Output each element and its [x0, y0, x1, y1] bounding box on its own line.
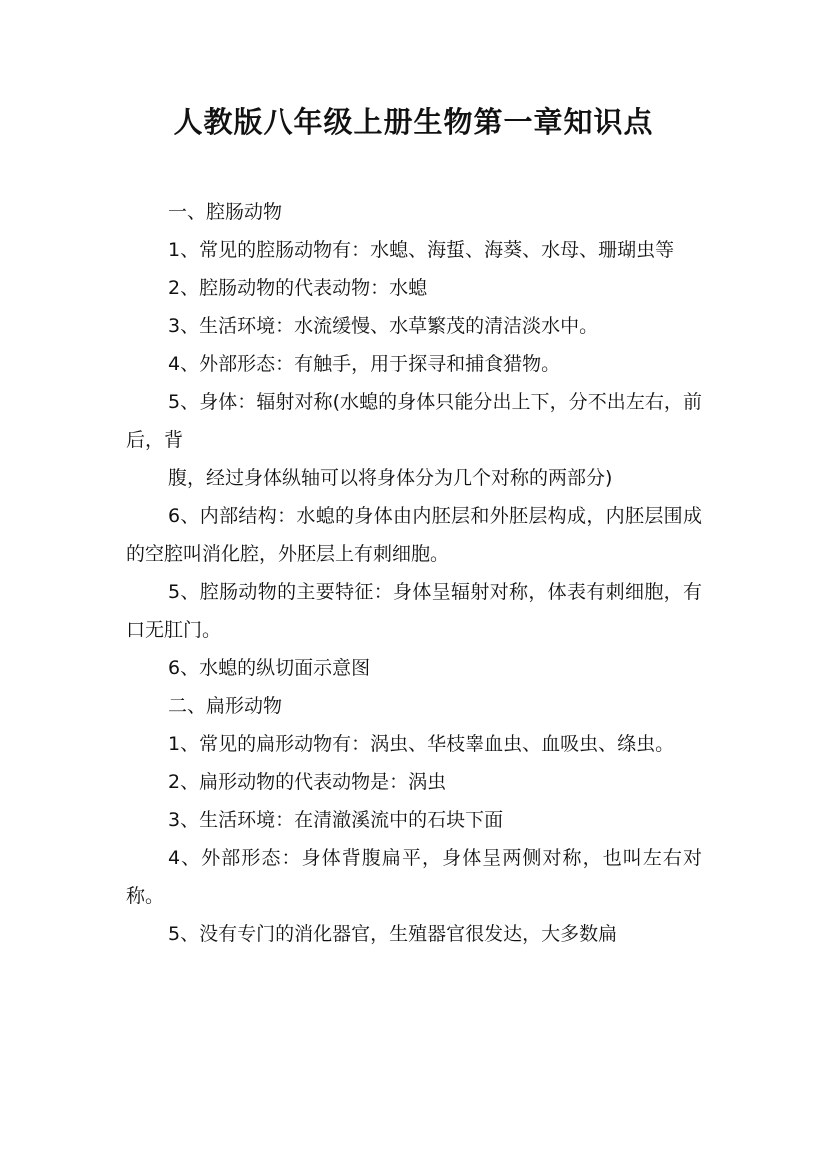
paragraph: 5、没有专门的消化器官，生殖器官很发达，大多数扁 — [168, 923, 618, 945]
paragraph: 4、外部形态：有触手，用于探寻和捕食猎物。 — [168, 353, 561, 375]
paragraph: 3、生活环境：水流缓慢、水草繁茂的清洁淡水中。 — [168, 315, 599, 337]
document-body — [126, 193, 702, 953]
paragraph: 1、常见的腔肠动物有：水螅、海蜇、海葵、水母、珊瑚虫等 — [168, 239, 675, 261]
section-heading-flatworms: 二、扁形动物 — [168, 695, 283, 717]
document-title: 人教版八年级上册生物第一章知识点 — [173, 105, 654, 139]
paragraph: 5、腔肠动物的主要特征：身体呈辐射对称，体表有刺细胞，有口无肛门。 — [126, 581, 702, 641]
paragraph: 6、内部结构：水螅的身体由内胚层和外胚层构成，内胚层围成的空腔叫消化腔，外胚层上有刺细胞。 — [126, 505, 702, 565]
paragraph: 2、扁形动物的代表动物是：涡虫 — [168, 771, 447, 793]
paragraph: 1、常见的扁形动物有：涡虫、华枝睾血虫、血吸虫、绦虫。 — [168, 733, 675, 755]
paragraph: 6、水螅的纵切面示意图 — [168, 657, 371, 679]
paragraph: 5、身体：辐射对称(水螅的身体只能分出上下，分不出左右，前后，背 — [126, 391, 702, 451]
section-heading-cnidarians: 一、腔肠动物 — [168, 201, 283, 223]
paragraph: 腹，经过身体纵轴可以将身体分为几个对称的两部分) — [168, 467, 613, 489]
paragraph: 4、外部形态：身体背腹扁平，身体呈两侧对称，也叫左右对称。 — [126, 847, 702, 907]
paragraph: 2、腔肠动物的代表动物：水螅 — [168, 277, 428, 299]
paragraph: 3、生活环境：在清澈溪流中的石块下面 — [168, 809, 504, 831]
